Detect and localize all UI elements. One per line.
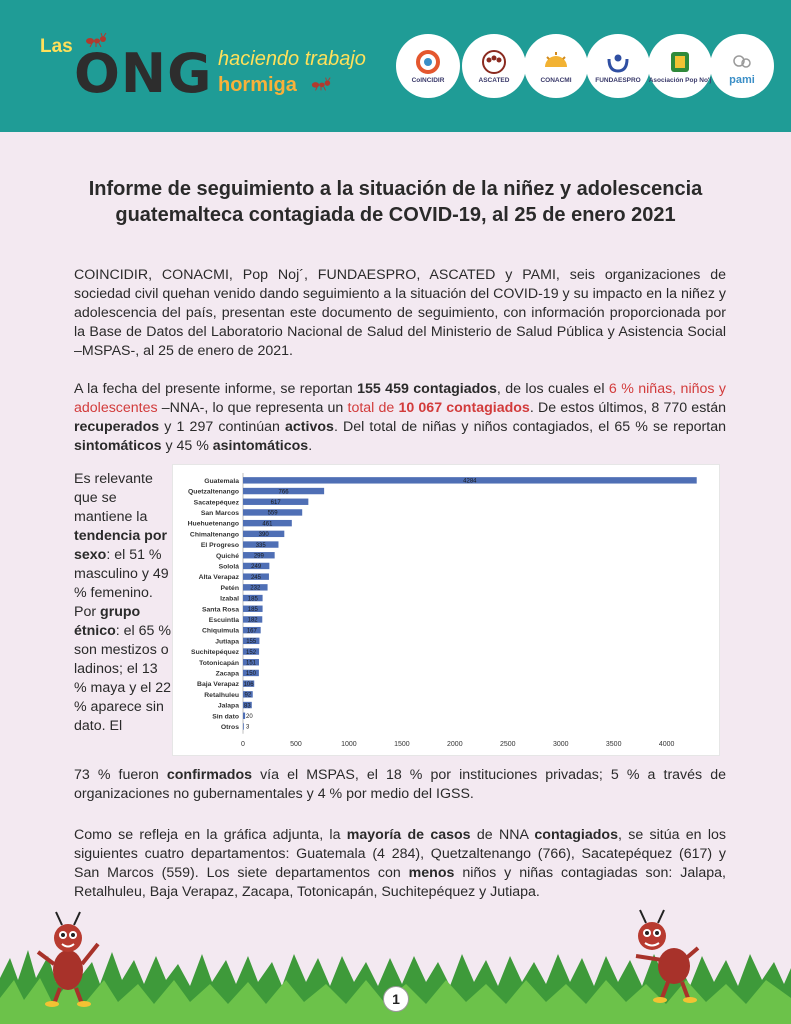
hands-icon xyxy=(603,49,633,75)
category-label: Zacapa xyxy=(215,670,239,678)
data-label: 335 xyxy=(255,542,266,549)
x-tick-label: 1000 xyxy=(341,740,357,748)
data-label: 245 xyxy=(250,574,261,581)
chart-svg xyxy=(173,465,719,755)
department-bar-chart xyxy=(172,464,720,756)
brand-logo xyxy=(40,28,400,108)
category-label: Jalapa xyxy=(217,702,239,710)
logo-coincidir: CoINCIDIR xyxy=(396,34,460,98)
category-label: Izabal xyxy=(220,595,239,603)
pami-icon xyxy=(727,49,757,75)
data-label: 106 xyxy=(243,681,254,688)
x-tick-label: 2000 xyxy=(447,740,463,748)
category-label: Totonicapán xyxy=(199,659,239,667)
category-label: Guatemala xyxy=(204,477,239,485)
partner-logos xyxy=(396,34,772,100)
data-label: 185 xyxy=(247,596,258,603)
category-label: Jutiapa xyxy=(215,638,239,646)
category-label: Baja Verapaz xyxy=(197,681,239,689)
data-label: 232 xyxy=(250,585,261,592)
coincidir-icon xyxy=(413,49,443,75)
category-label: Escuintla xyxy=(208,616,239,624)
x-tick-label: 2500 xyxy=(499,740,516,748)
category-label: Alta Verapaz xyxy=(198,574,239,582)
data-label: 151 xyxy=(245,660,257,667)
popnoj-icon xyxy=(665,49,695,75)
x-tick-label: 3500 xyxy=(605,740,622,748)
logo-pop-noj: Asociación Pop No'j xyxy=(648,34,712,98)
sun-icon xyxy=(541,49,571,75)
brand-ong: ONG xyxy=(74,42,213,105)
category-label: Retalhuleu xyxy=(204,691,239,699)
data-label: 152 xyxy=(246,649,257,656)
bar xyxy=(243,713,245,719)
logo-ascated: ASCATED xyxy=(462,34,526,98)
departments-paragraph: Como se refleja en la gráfica adjunta, la mayoría de casos de NNA contagiados, se sitúa en los siguientes cuatro departamentos: Guatemala (4 284), Quetzaltenango (766), Sacatepéquez (617) y San Marcos (559). Los siete departamentos con menos niños y niñas contagiadas son: Jalapa, Retalhuleu, Baja Verapaz, Zacapa, Totonicapán, Suchitepéquez y Jutiapa. xyxy=(74,827,726,900)
logo-conacmi: CONACMI xyxy=(524,34,588,98)
category-label: Sin dato xyxy=(212,713,239,721)
data-label: 3 xyxy=(246,724,250,731)
data-label: 4284 xyxy=(463,478,477,485)
category-label: Santa Rosa xyxy=(201,606,239,614)
category-label: El Progreso xyxy=(200,542,239,550)
page-number: 1 xyxy=(383,986,409,1012)
category-label: Petén xyxy=(220,584,239,592)
logo-pami: pami xyxy=(710,34,774,98)
category-label: San Marcos xyxy=(200,509,239,517)
data-label: 299 xyxy=(253,553,264,560)
x-tick-label: 3000 xyxy=(552,740,569,748)
category-label: Sololá xyxy=(218,563,239,571)
data-label: 182 xyxy=(247,617,258,624)
data-label: 461 xyxy=(262,521,273,528)
data-label: 249 xyxy=(251,564,262,571)
brand-haciendo: haciendo trabajo xyxy=(218,48,366,70)
side-paragraph: Es relevante que se mantiene la tendencia por sexo: el 51 % masculino y 49 % femenino. Por grupo étnico: el 65 % son mestizos o ladinos; el 13 % maya y el 22 % aparece sin dato. El xyxy=(74,471,171,734)
x-tick-label: 4000 xyxy=(658,740,675,748)
brand-hormiga: hormiga xyxy=(218,74,297,96)
intro-paragraph: COINCIDIR, CONACMI, Pop Noj´, FUNDAESPRO, ASCATED y PAMI, seis organizaciones de sociedad civil quehan venido dando seguimiento a la situación del COVID-19 y su impacto en la niñez y adolescencia del país, presentan este documento de seguimiento, con información proporcionada por la Base de Datos del Laboratorio Nacional de Salud del Ministerio de Salud Pública y Asistencia Social –MSPAS-, al 25 de enero de 2021. xyxy=(74,267,726,359)
data-label: 390 xyxy=(258,532,269,539)
category-label: Chimaltenango xyxy=(189,531,239,539)
summary-paragraph: A la fecha del presente informe, se reportan 155 459 contagiados, de los cuales el 6 % niñas, niños y adolescentes –NNA-, lo que representa un total de 10 067 contagiados. De estos últimos, 8 770 están recuperados y 1 297 continúan activos. Del total de niñas y niños contagiados, el 65 % se reportan sintomáticos y 45 % asintomáticos. xyxy=(74,381,727,454)
data-label: 617 xyxy=(270,499,281,506)
x-tick-label: 0 xyxy=(241,740,245,748)
data-label: 167 xyxy=(246,628,257,635)
category-label: Sacatepéquez xyxy=(193,499,239,507)
category-label: Quiché xyxy=(215,552,239,560)
confirmation-paragraph: 73 % fueron confirmados vía el MSPAS, el 18 % por instituciones privadas; 5 % a través de organizaciones no gubernamentales y 4 % por medio del IGSS. xyxy=(74,767,726,802)
data-label: 83 xyxy=(244,703,251,710)
category-label: Quetzaltenango xyxy=(188,488,239,496)
page-title: Informe de seguimiento a la situación de la niñez y adolescencia guatemalteca contagiada de COVID-19, al 25 de enero 2021 xyxy=(88,178,703,226)
ant-mascot-right xyxy=(626,908,702,1004)
category-label: Suchitepéquez xyxy=(191,649,239,657)
ascated-icon xyxy=(479,49,509,75)
ant-icon xyxy=(310,76,332,92)
data-label: 185 xyxy=(247,606,258,613)
data-label: 150 xyxy=(245,671,256,678)
ant-mascot-left xyxy=(34,908,104,1008)
x-tick-label: 1500 xyxy=(394,740,410,748)
x-tick-label: 500 xyxy=(290,740,302,748)
category-label: Chiquimula xyxy=(201,627,239,635)
category-label: Huehuetenango xyxy=(187,520,239,528)
bar xyxy=(243,723,244,729)
logo-fundaespro: FUNDAESPRO xyxy=(586,34,650,98)
data-label: 20 xyxy=(246,713,253,720)
category-label: Otros xyxy=(220,723,239,731)
data-label: 92 xyxy=(244,692,252,699)
brand-las: Las xyxy=(40,36,73,57)
data-label: 559 xyxy=(267,510,278,517)
data-label: 155 xyxy=(246,639,257,646)
data-label: 766 xyxy=(278,489,289,496)
header-banner xyxy=(0,0,791,132)
